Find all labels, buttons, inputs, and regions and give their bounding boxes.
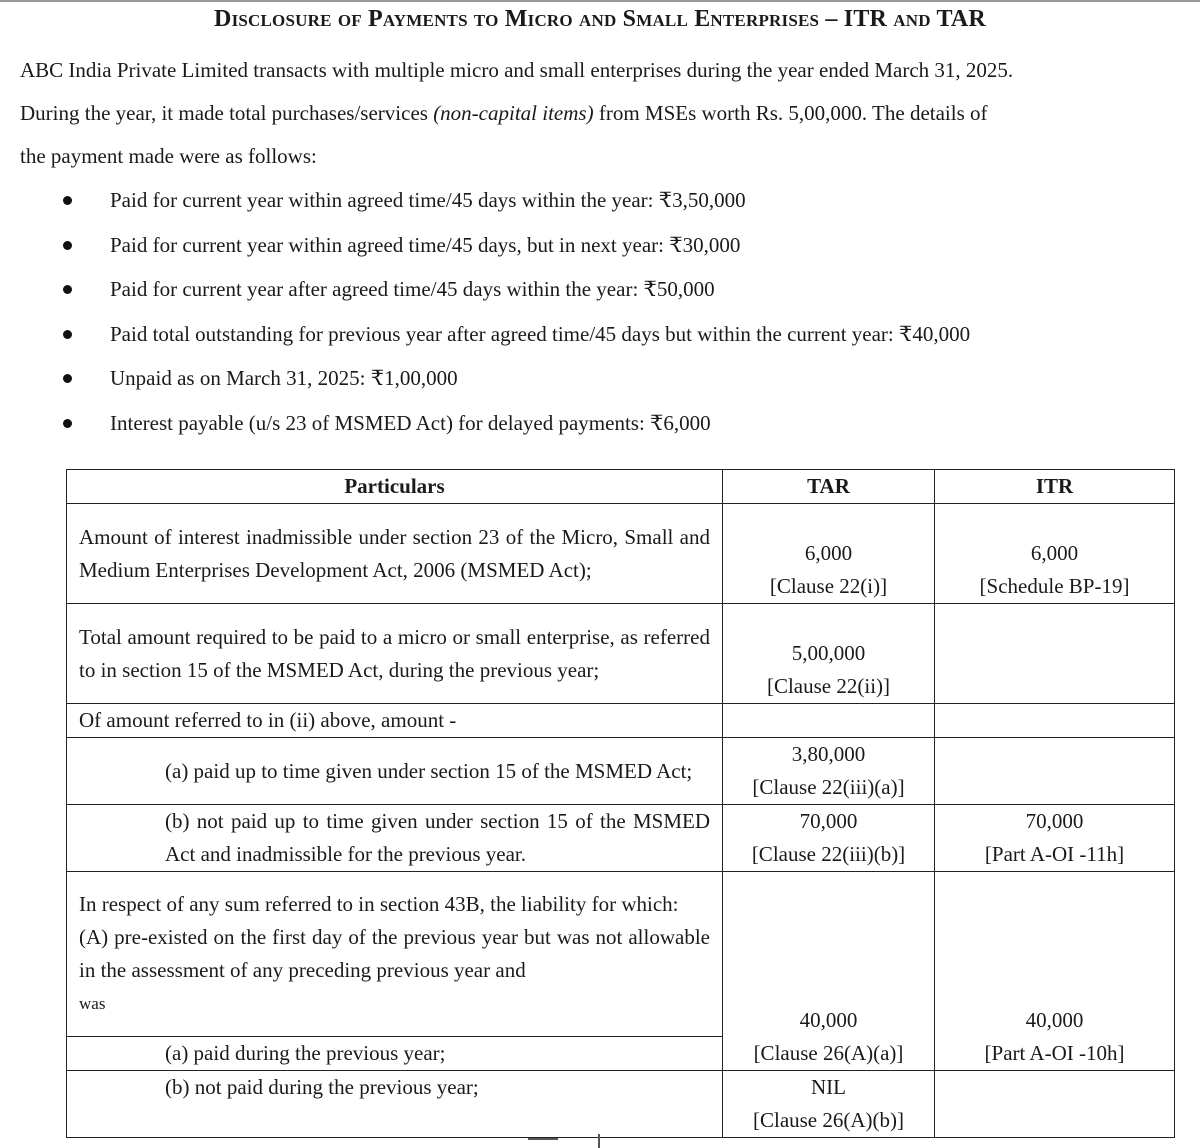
bullet-icon bbox=[63, 330, 72, 339]
tar-cell bbox=[723, 1071, 935, 1138]
table-header-row bbox=[67, 470, 1175, 504]
particulars-cell: Total amount required to be paid to a micro or small enterprise, as referred to in section 15 of the MSMED Act, during the previous year; bbox=[67, 604, 723, 704]
table-row bbox=[67, 872, 1175, 1037]
tar-reference: [Clause 22(iii)(b)] bbox=[751, 842, 906, 866]
intro-line-1: ABC India Private Limited transacts with multiple micro and small enterprises during the year ended March 31, 2025. bbox=[20, 58, 1014, 82]
particulars-cell: Amount of interest inadmissible under section 23 of the Micro, Small and Medium Enterprises Development Act, 2006 (MSMED Act); bbox=[67, 504, 723, 604]
tar-value: 5,00,000 bbox=[791, 641, 866, 665]
page-title: Disclosure of Payments to Micro and Small Enterprises – ITR and TAR bbox=[214, 6, 986, 32]
bullet-icon bbox=[63, 196, 72, 205]
itr-cell-empty bbox=[935, 738, 1175, 805]
bullet-icon bbox=[63, 419, 72, 428]
bullet-icon bbox=[63, 374, 72, 383]
tar-reference: [Clause 22(ii)] bbox=[766, 674, 891, 698]
disclosure-table bbox=[66, 469, 1175, 1138]
particulars-cell: (b) not paid up to time given under section 15 of the MSMED Act and inadmissible for the previous year. bbox=[67, 805, 723, 872]
tar-cell bbox=[723, 504, 935, 604]
tar-cell bbox=[723, 872, 935, 1071]
tar-value: 6,000 bbox=[804, 541, 853, 565]
itr-value: 70,000 bbox=[1025, 809, 1084, 833]
list-item-text: Paid for current year within agreed time/45 days, but in next year: ₹30,000 bbox=[110, 232, 741, 257]
list-item bbox=[0, 312, 1200, 357]
list-item bbox=[0, 401, 1200, 446]
table-row bbox=[67, 805, 1175, 872]
was-label: was bbox=[79, 994, 106, 1013]
intro-line-2-start: During the year, it made total purchases/services bbox=[20, 101, 434, 125]
tar-value: 3,80,000 bbox=[791, 742, 866, 766]
itr-reference: [Part A-OI -11h] bbox=[984, 842, 1125, 866]
list-item-text: Paid for current year after agreed time/45 days within the year: ₹50,000 bbox=[110, 277, 715, 301]
liability-intro: In respect of any sum referred to in section 43B, the liability for which: bbox=[79, 892, 679, 916]
itr-reference: [Schedule BP-19] bbox=[979, 574, 1130, 598]
list-item bbox=[0, 267, 1200, 312]
intro-italic-note: (non-capital items) bbox=[433, 101, 594, 125]
header-particulars: Particulars bbox=[67, 470, 723, 504]
list-item bbox=[0, 223, 1200, 268]
list-item bbox=[0, 178, 1200, 223]
particulars-cell bbox=[67, 872, 723, 1037]
tar-value: 70,000 bbox=[799, 809, 858, 833]
itr-cell bbox=[935, 872, 1175, 1071]
tar-reference: [Clause 22(iii)(a)] bbox=[752, 775, 905, 799]
itr-cell-empty bbox=[935, 704, 1175, 738]
itr-cell bbox=[935, 504, 1175, 604]
table-row bbox=[67, 504, 1175, 604]
itr-value: 6,000 bbox=[1030, 541, 1079, 565]
page-edge-mark bbox=[528, 1138, 558, 1140]
list-item-text: Paid for current year within agreed time/45 days within the year: ₹3,50,000 bbox=[110, 188, 746, 212]
particulars-cell: (b) not paid during the previous year; bbox=[67, 1071, 723, 1138]
intro-line-2-end: from MSEs worth Rs. 5,00,000. The details of bbox=[593, 101, 988, 125]
particulars-cell: (a) paid up to time given under section 15 of the MSMED Act; bbox=[67, 738, 723, 805]
list-item-text: Unpaid as on March 31, 2025: ₹1,00,000 bbox=[110, 366, 458, 390]
list-item bbox=[0, 356, 1200, 401]
list-item-text: Interest payable (u/s 23 of MSMED Act) for delayed payments: ₹6,000 bbox=[110, 410, 711, 435]
bullet-icon bbox=[63, 241, 72, 250]
table-row bbox=[67, 1071, 1175, 1138]
intro-line-3: the payment made were as follows: bbox=[20, 144, 317, 168]
tar-cell-empty bbox=[723, 704, 935, 738]
tar-reference: [Clause 26(A)(b)] bbox=[752, 1108, 905, 1132]
list-item-text: Paid total outstanding for previous year after agreed time/45 days but within the current year: ₹40,000 bbox=[110, 321, 971, 346]
tar-cell bbox=[723, 738, 935, 805]
tar-reference: [Clause 22(i)] bbox=[769, 574, 888, 598]
itr-reference: [Part A-OI -10h] bbox=[984, 1041, 1125, 1065]
tar-reference: [Clause 26(A)(a)] bbox=[753, 1041, 904, 1065]
pre-existed-clause: (A) pre-existed on the first day of the previous year but was not allowable in the assessment of any preceding previous year and bbox=[79, 925, 710, 982]
header-itr: ITR bbox=[935, 470, 1175, 504]
tar-cell bbox=[723, 604, 935, 704]
itr-cell bbox=[935, 805, 1175, 872]
payment-details-list bbox=[0, 178, 1200, 445]
particulars-cell: (a) paid during the previous year; bbox=[67, 1037, 723, 1071]
table-row bbox=[67, 738, 1175, 805]
intro-paragraph bbox=[20, 49, 1188, 178]
intro-line-2 bbox=[20, 92, 1188, 135]
itr-value: 40,000 bbox=[1025, 1008, 1084, 1032]
header-tar: TAR bbox=[723, 470, 935, 504]
table-row bbox=[67, 704, 1175, 738]
tar-value: 40,000 bbox=[799, 1008, 858, 1032]
itr-cell-empty bbox=[935, 604, 1175, 704]
page-edge-mark bbox=[598, 1134, 600, 1148]
table-row bbox=[67, 604, 1175, 704]
bullet-icon bbox=[63, 285, 72, 294]
tar-cell bbox=[723, 805, 935, 872]
itr-cell-empty bbox=[935, 1071, 1175, 1138]
particulars-cell: Of amount referred to in (ii) above, amount - bbox=[67, 704, 723, 738]
tar-value: NIL bbox=[811, 1075, 846, 1099]
